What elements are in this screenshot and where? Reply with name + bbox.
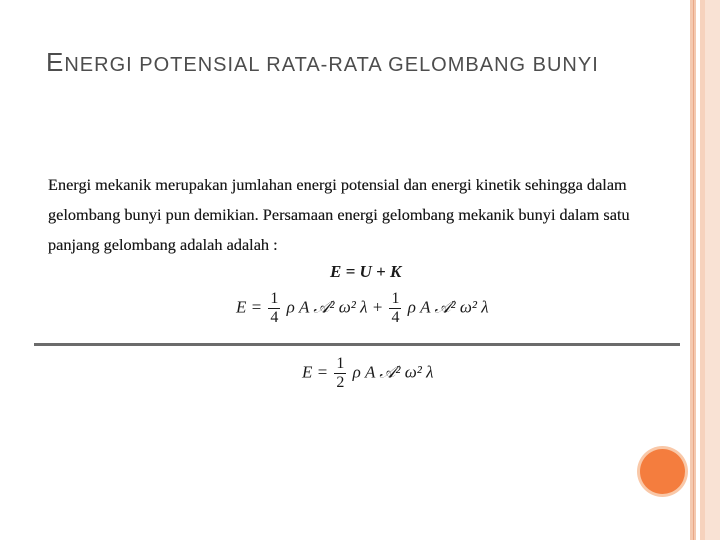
equation-energy-sum: E = U + K [330,262,402,281]
equation-energy-expanded [236,290,489,327]
slide-title [46,40,646,87]
title-initial: E [46,47,65,77]
fraction-numerator: 1 [391,290,400,307]
fraction-denominator: 4 [270,309,279,326]
divider-line [34,343,680,346]
eq2-left: E = [236,297,263,317]
fraction-denominator: 2 [336,374,345,391]
eq2-term1: ρ A 𝒜² ω² λ + [286,297,384,317]
decorative-stripe [693,0,694,540]
decorative-stripe [705,0,720,540]
fraction-denominator: 4 [391,309,400,326]
fraction-numerator: 1 [336,355,345,372]
equation-energy-result [302,355,434,392]
decorative-stripe [700,0,705,540]
slide-body-text: Energi mekanik merupakan jumlahan energi potensial dan energi kinetik sehingga dalam gelombang bunyi pun demikian. Persamaan energi gelombang mekanik bunyi dalam satu panjang gelombang adalah adalah : [48,175,630,254]
eq3-left: E = [302,362,329,382]
decorative-circle [640,449,685,494]
fraction [389,290,401,327]
fraction [334,355,346,392]
title-rest: NERGI POTENSIAL RATA-RATA GELOMBANG BUNYI [64,54,599,76]
fraction-numerator: 1 [270,290,279,307]
eq3-term: ρ A 𝒜² ω² λ [352,362,434,382]
eq2-term2: ρ A 𝒜² ω² λ [407,297,489,317]
fraction [268,290,280,327]
